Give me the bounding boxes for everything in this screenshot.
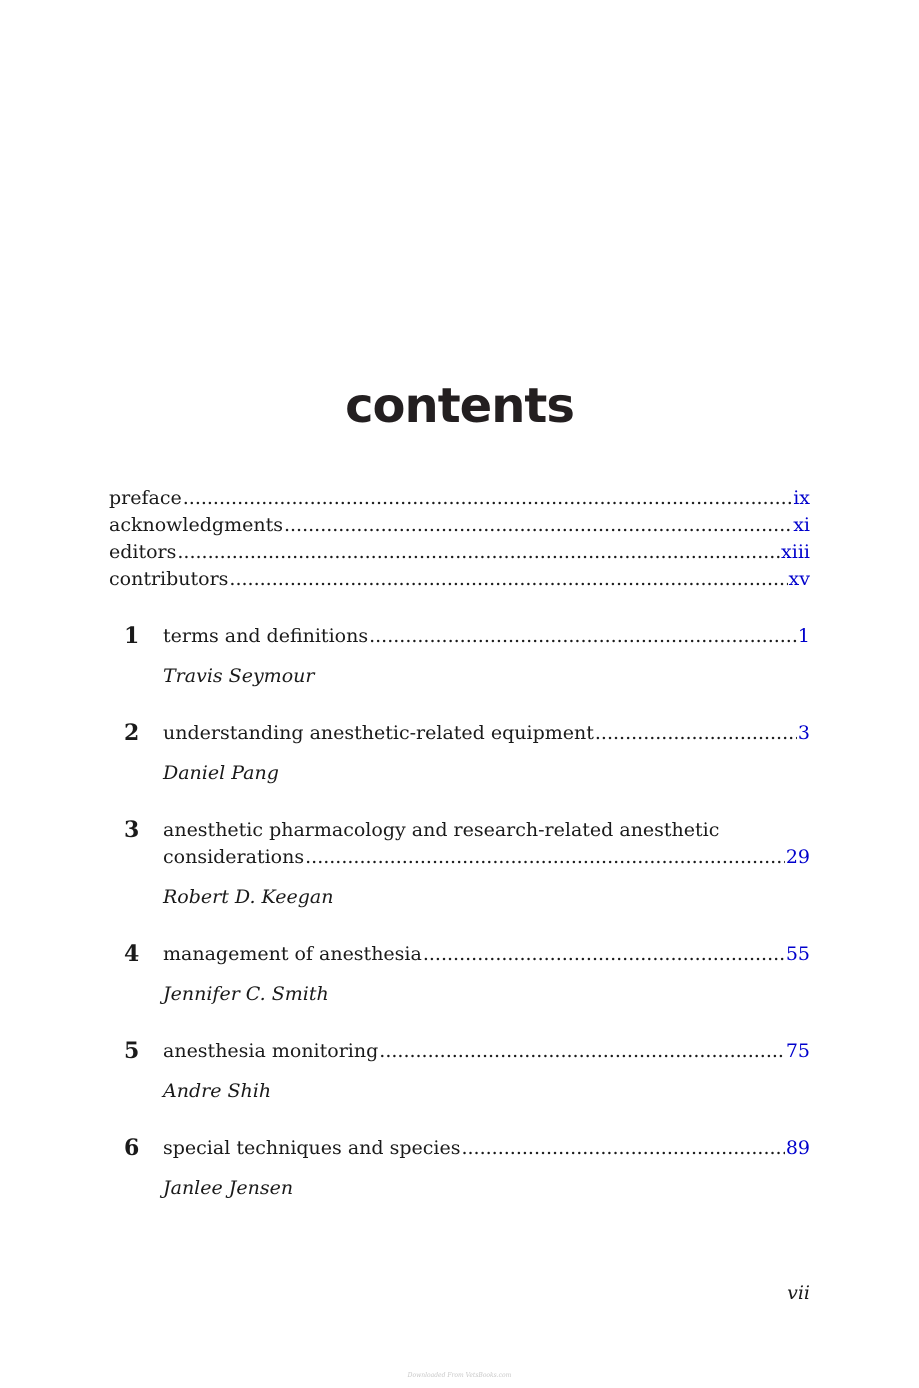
dot-leader <box>229 566 787 593</box>
dot-leader <box>177 539 780 566</box>
toc-entry-contributors[interactable] <box>109 566 810 593</box>
dot-leader <box>423 941 785 968</box>
toc-page-link[interactable]: xi <box>793 514 810 536</box>
dot-leader <box>369 623 797 650</box>
dot-leader <box>379 1038 785 1065</box>
chapter-author: Robert D. Keegan <box>163 886 334 908</box>
chapter-title: terms and definitions <box>163 625 369 647</box>
chapter-title-line: anesthetic pharmacology and research-related anesthetic <box>163 819 720 841</box>
chapter-title-row[interactable] <box>163 1038 810 1065</box>
page-title: contents <box>345 378 574 434</box>
chapter-title-row[interactable] <box>163 1135 810 1162</box>
chapter-title-row[interactable] <box>163 941 810 968</box>
toc-page-link[interactable]: 89 <box>785 1137 810 1159</box>
page-number: vii <box>787 1282 810 1304</box>
toc-page-link[interactable]: 3 <box>797 722 810 744</box>
chapter-title: understanding anesthetic-related equipment <box>163 722 594 744</box>
dot-leader <box>595 720 797 747</box>
chapter-author: Andre Shih <box>163 1080 272 1102</box>
toc-page-link[interactable]: 75 <box>785 1040 810 1062</box>
chapter-number: 6 <box>124 1135 140 1161</box>
toc-page-link[interactable]: 1 <box>797 625 810 647</box>
toc-entry-acknowledgments[interactable] <box>109 512 810 539</box>
toc-entry-label: acknowledgments <box>109 514 283 536</box>
dot-leader <box>461 1135 784 1162</box>
chapter-title: anesthesia monitoring <box>163 1040 379 1062</box>
chapter-title-row[interactable] <box>163 623 810 650</box>
chapter-author: Daniel Pang <box>163 762 279 784</box>
toc-entry-label: contributors <box>109 568 229 590</box>
chapter-author: Travis Seymour <box>163 665 315 687</box>
toc-page-link[interactable]: ix <box>793 487 810 509</box>
toc-entry-label: editors <box>109 541 177 563</box>
chapter-number: 1 <box>124 623 140 649</box>
toc-entry-editors[interactable] <box>109 539 810 566</box>
toc-entry-preface[interactable] <box>109 485 810 512</box>
chapter-title-row[interactable] <box>163 720 810 747</box>
front-matter-list <box>109 485 810 593</box>
toc-entry-label: preface <box>109 487 182 509</box>
chapter-title: special techniques and species <box>163 1137 461 1159</box>
chapter-title: management of anesthesia <box>163 943 422 965</box>
chapter-author: Janlee Jensen <box>163 1177 294 1199</box>
chapter-title-row[interactable] <box>163 844 810 871</box>
chapter-number: 2 <box>124 720 140 746</box>
download-watermark: Downloaded From VetsBooks.com <box>407 1372 512 1379</box>
dot-leader <box>305 844 785 871</box>
dot-leader <box>183 485 792 512</box>
toc-page-link[interactable]: xiii <box>781 541 810 563</box>
toc-page-link[interactable]: xv <box>788 568 810 590</box>
dot-leader <box>284 512 792 539</box>
toc-page-link[interactable]: 29 <box>785 846 810 868</box>
chapter-title: considerations <box>163 846 305 868</box>
chapter-number: 5 <box>124 1038 140 1064</box>
chapter-author: Jennifer C. Smith <box>163 983 329 1005</box>
chapter-number: 4 <box>124 941 140 967</box>
toc-page-link[interactable]: 55 <box>785 943 810 965</box>
chapter-number: 3 <box>124 817 140 843</box>
